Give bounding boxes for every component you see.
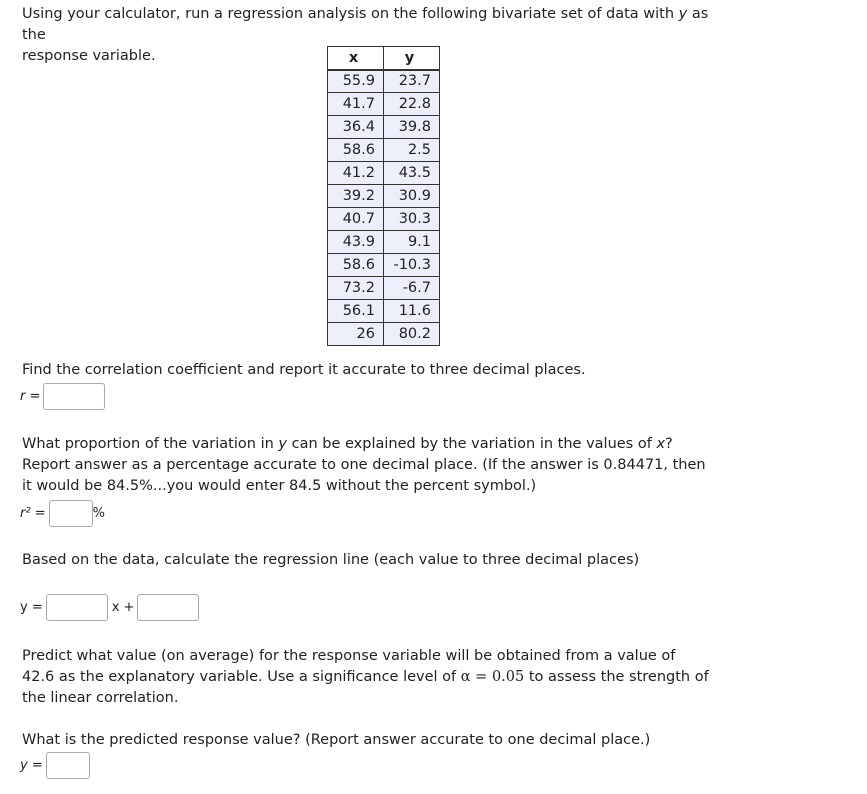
cell-y: 22.8 [384,93,440,116]
table-row [328,231,440,254]
intercept-input[interactable] [137,594,199,621]
predicted-answer-row [20,752,90,779]
regression-line-row [20,594,199,621]
data-table [327,46,440,346]
cell-x: 43.9 [328,231,384,254]
cell-x: 73.2 [328,277,384,300]
q3-text: Based on the data, calculate the regression line (each value to three decimal places) [22,552,640,568]
r-label: r = [20,389,41,404]
r-input[interactable] [43,383,105,410]
q1-text: Find the correlation coefficient and report it accurate to three decimal places. [22,362,586,378]
table-row [328,139,440,162]
intro-text: Using your calculator, run a regression analysis on the following bivariate set of data with y as the response variable. [22,6,709,64]
cell-x: 36.4 [328,116,384,139]
table-row [328,323,440,346]
table-row [328,116,440,139]
cell-y: 39.8 [384,116,440,139]
table-row [328,277,440,300]
percent-suffix: % [92,506,105,521]
table-row [328,185,440,208]
cell-x: 58.6 [328,254,384,277]
q4-text: Predict what value (on average) for the response variable will be obtained from a value of 42.6 as the explanatory variable. Use a significance level of α = 0.05 to assess the strength of the linear correlation. [22,648,709,706]
table-row [328,208,440,231]
cell-y: 30.9 [384,185,440,208]
cell-y: 43.5 [384,162,440,185]
table-row [328,70,440,93]
column-header-y: y [384,47,440,70]
table-row [328,300,440,323]
cell-y: 11.6 [384,300,440,323]
cell-y: -10.3 [384,254,440,277]
cell-x: 40.7 [328,208,384,231]
cell-x: 56.1 [328,300,384,323]
table-row [328,93,440,116]
cell-x: 39.2 [328,185,384,208]
cell-x: 41.7 [328,93,384,116]
slope-input[interactable] [46,594,108,621]
cell-y: 2.5 [384,139,440,162]
table-row [328,162,440,185]
y-equals-label: y = [20,600,43,615]
r-squared-input[interactable] [49,500,93,527]
r-answer-row [20,383,105,410]
table-row [328,254,440,277]
cell-x: 41.2 [328,162,384,185]
r-squared-answer-row [20,500,105,527]
cell-x: 26 [328,323,384,346]
r-squared-label: r² = [20,506,46,521]
cell-y: 9.1 [384,231,440,254]
q2-text: What proportion of the variation in y can be explained by the variation in the values of x? Report answer as a percentage accurate to one decimal place. (If the answer is 0.84471, then it would be 84.5%...you would enter 84.5 without the percent symbol.) [22,436,706,494]
column-header-x: x [328,47,384,70]
cell-x: 55.9 [328,70,384,93]
cell-x: 58.6 [328,139,384,162]
q5-text: What is the predicted response value? (Report answer accurate to one decimal place.) [22,732,651,748]
cell-y: 80.2 [384,323,440,346]
predicted-y-label: y = [20,758,43,773]
cell-y: -6.7 [384,277,440,300]
x-plus-label: x + [111,600,135,615]
cell-y: 23.7 [384,70,440,93]
cell-y: 30.3 [384,208,440,231]
predicted-value-input[interactable] [46,752,90,779]
table-header-row [328,47,440,70]
